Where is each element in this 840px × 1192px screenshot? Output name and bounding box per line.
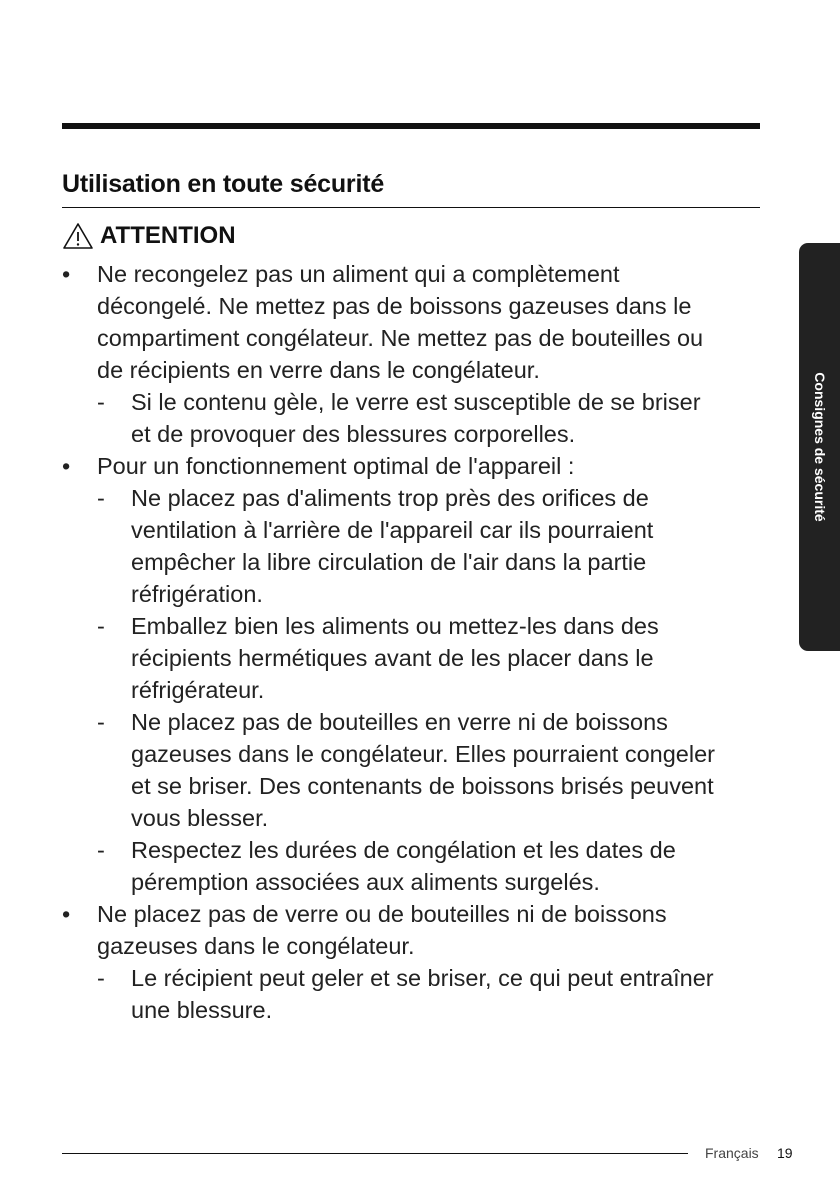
side-tab	[799, 243, 840, 651]
sub-text-line: vous blesser.	[131, 805, 269, 831]
bullet-text-line: Pour un fonctionnement optimal de l'appareil :	[97, 453, 575, 479]
dash-marker: -	[97, 485, 105, 511]
sub-text-line: Le récipient peut geler et se briser, ce qui peut entraîner	[131, 965, 714, 991]
footer-language: Français	[705, 1145, 759, 1161]
sub-item	[62, 482, 762, 610]
sub-text-line: Respectez les durées de congélation et les dates de	[131, 837, 676, 863]
sub-text-line: péremption associées aux aliments surgelés.	[131, 869, 600, 895]
sub-text-line: Emballez bien les aliments ou mettez-les dans des	[131, 613, 659, 639]
dash-marker: -	[97, 613, 105, 639]
sub-item	[62, 386, 762, 450]
side-tab-label: Consignes de sécurité	[811, 372, 828, 522]
bullet-item	[62, 898, 762, 962]
sub-text-line: réfrigérateur.	[131, 677, 265, 703]
sub-text-line: Ne placez pas de bouteilles en verre ni de boissons	[131, 709, 668, 735]
caution-label: ATTENTION	[100, 222, 236, 249]
bullet-text-line: Ne recongelez pas un aliment qui a complètement	[97, 261, 620, 287]
page-number: 19	[777, 1145, 793, 1161]
bullet-item	[62, 450, 762, 482]
sub-item	[62, 706, 762, 834]
bullet-marker: •	[62, 453, 71, 479]
bullet-text-line: gazeuses dans le congélateur.	[97, 933, 415, 959]
dash-marker: -	[97, 389, 105, 415]
dash-marker: -	[97, 709, 105, 735]
sub-text-line: et de provoquer des blessures corporelles.	[131, 421, 576, 447]
sub-text-line: gazeuses dans le congélateur. Elles pourraient congeler	[131, 741, 715, 767]
top-rule	[62, 123, 760, 129]
sub-text-line: une blessure.	[131, 997, 273, 1023]
bullet-text-line: compartiment congélateur. Ne mettez pas de bouteilles ou	[97, 325, 704, 351]
sub-text-line: réfrigération.	[131, 581, 263, 607]
sub-item	[62, 610, 762, 706]
bullet-marker: •	[62, 261, 71, 287]
caution-heading	[62, 222, 236, 250]
footer-rule	[62, 1153, 688, 1154]
bullet-marker: •	[62, 901, 71, 927]
section-title: Utilisation en toute sécurité	[62, 170, 385, 198]
bullet-text-line: décongelé. Ne mettez pas de boissons gazeuses dans le	[97, 293, 692, 319]
dash-marker: -	[97, 837, 105, 863]
title-underline	[62, 207, 760, 208]
sub-item	[62, 834, 762, 898]
sub-text-line: empêcher la libre circulation de l'air dans la partie	[131, 549, 647, 575]
caution-list	[62, 258, 762, 1026]
warning-triangle-icon	[62, 222, 94, 250]
bullet-text-line: de récipients en verre dans le congélateur.	[97, 357, 540, 383]
bullet-text-line: Ne placez pas de verre ou de bouteilles ni de boissons	[97, 901, 667, 927]
sub-text-line: Ne placez pas d'aliments trop près des orifices de	[131, 485, 649, 511]
sub-text-line: Si le contenu gèle, le verre est susceptible de se briser	[131, 389, 701, 415]
sub-text-line: récipients hermétiques avant de les placer dans le	[131, 645, 654, 671]
bullet-item	[62, 258, 762, 386]
sub-item	[62, 962, 762, 1026]
sub-text-line: et se briser. Des contenants de boissons brisés peuvent	[131, 773, 714, 799]
sub-text-line: ventilation à l'arrière de l'appareil car ils pourraient	[131, 517, 654, 543]
dash-marker: -	[97, 965, 105, 991]
